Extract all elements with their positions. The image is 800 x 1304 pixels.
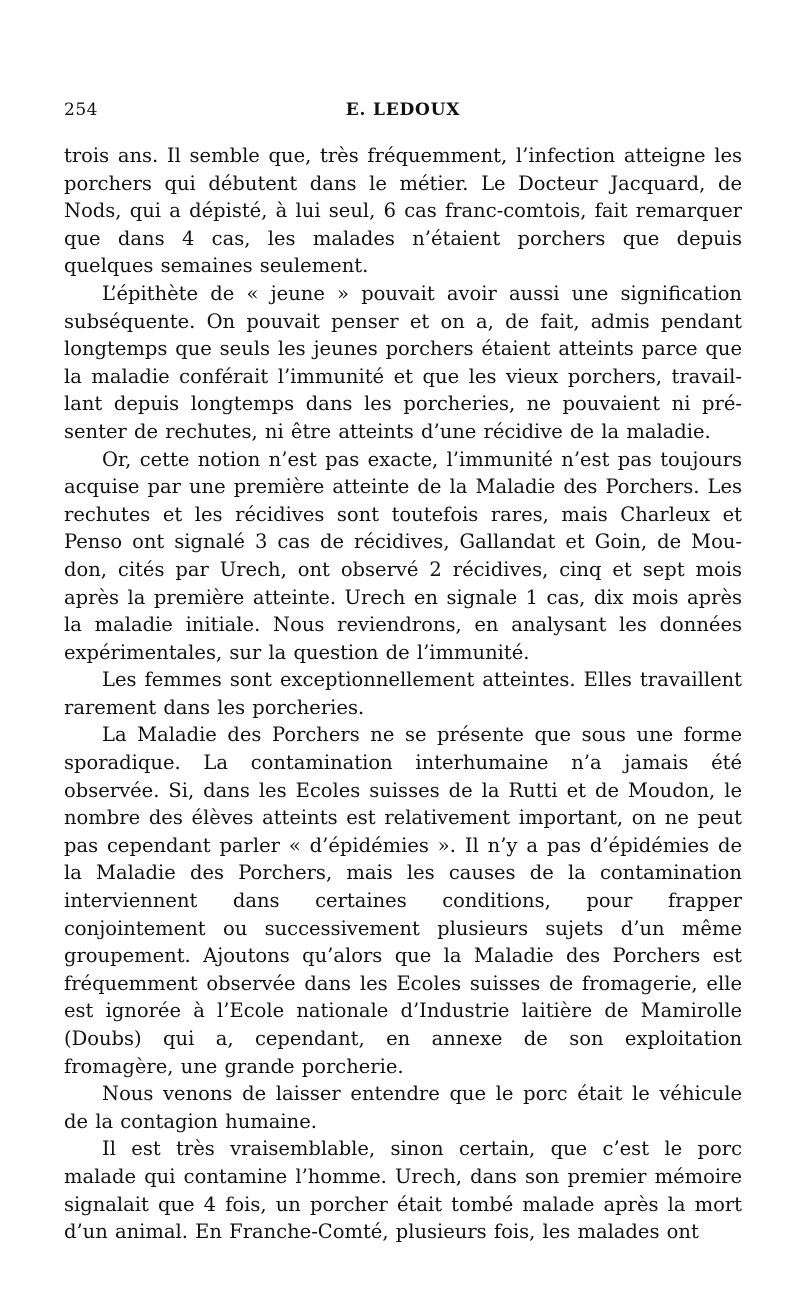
book-page xyxy=(64,100,742,1246)
paragraph: Il est très vraisemblable, sinon certain, que c’est le porc malade qui contamine l’homme. Urech, dans son premier mémoire signalait que 4 fois, un porcher était tombé malade après la mort d’un animal. En Franche-Comté, plusieurs fois, les malades ont xyxy=(64,1137,742,1244)
body-text xyxy=(64,142,742,1246)
running-head xyxy=(64,100,742,128)
paragraph: Nous venons de laisser entendre que le porc était le véhicule de la contagion humaine. xyxy=(64,1082,742,1133)
paragraph: L’épithète de « jeune » pouvait avoir aussi une signification subséquente. On pouvait penser et on a, de fait, admis pendant longtemps que seuls les jeunes porchers étaient atteints parce que la maladie conférait l’immunité et que les vieux porchers, travaillant depuis longtemps dans les porcheries, ne pouvaient ni présenter de rechutes, ni être atteints d’une récidive de la maladie. xyxy=(64,281,742,443)
paragraph: trois ans. Il semble que, très fréquemment, l’infection atteigne les porchers qui débutent dans le métier. Le Docteur Jacquard, de Nods, qui a dépisté, à lui seul, 6 cas franc-comtois, fait remarquer que dans 4 cas, les malades n’étaient porchers que depuis quelques semaines seulement. xyxy=(64,144,742,278)
paragraph: Or, cette notion n’est pas exacte, l’immunité n’est pas toujours acquise par une première atteinte de la Maladie des Porchers. Les rechutes et les récidives sont toutefois rares, mais Charleux et Penso ont signalé 3 cas de récidives, Gallandat et Goin, de Moudon, cités par Urech, ont observé 2 récidives, cinq et sept mois après la première atteinte. Urech en signale 1 cas, dix mois après la maladie initiale. Nous reviendrons, en analysant les données expérimentales, sur la question de l’immunité. xyxy=(64,447,742,664)
running-title: E. LEDOUX xyxy=(345,100,461,120)
page-number: 254 xyxy=(64,100,98,120)
paragraph: La Maladie des Porchers ne se présente que sous une forme sporadique. La contamination interhumaine n’a jamais été observée. Si, dans les Ecoles suisses de la Rutti et de Moudon, le nombre des élèves atteints est relativement important, on ne peut pas cependant parler « d’épidémies ». Il n’y a pas d’épidémies de la Maladie des Porchers, mais les causes de la contamination interviennent dans certaines conditions, pour frapper conjointement ou successivement plusieurs sujets d’un même groupement. Ajoutons qu’alors que la Maladie des Porchers est fréquemment observée dans les Ecoles suisses de fromagerie, elle est ignorée à l’Ecole nationale d’Industrie laitière de Mamirolle (Doubs) qui a, cependant, en annexe de son exploitation fromagère, une grande porcherie. xyxy=(64,723,742,1078)
paragraph: Les femmes sont exceptionnellement atteintes. Elles travaillent rarement dans les porcheries. xyxy=(64,668,742,719)
